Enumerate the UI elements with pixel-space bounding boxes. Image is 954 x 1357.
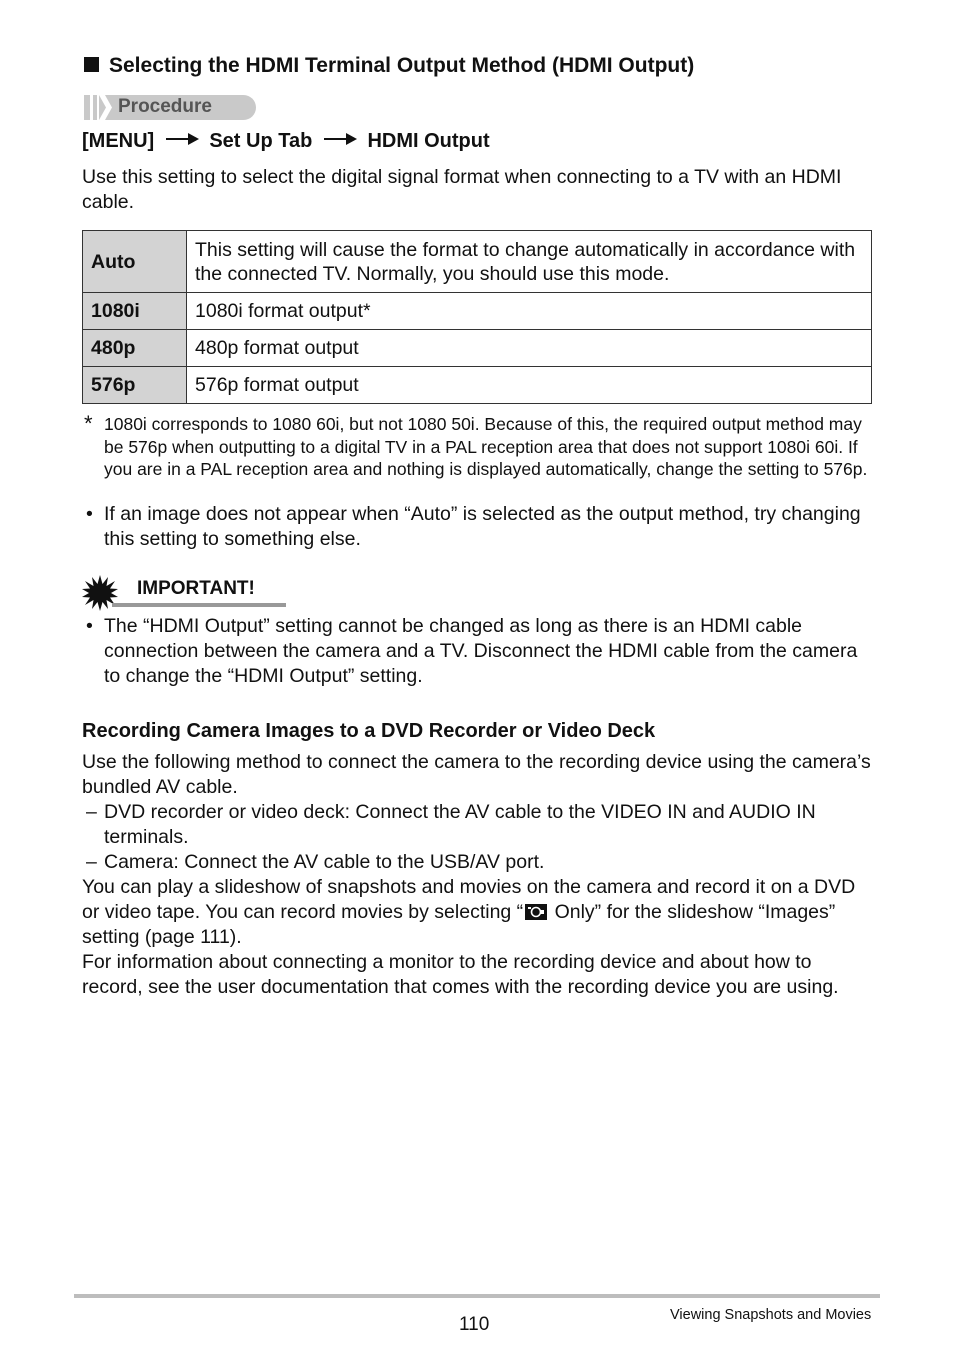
- slideshow-text-before: You can play a slideshow of snapshots and movies on the camera and record it on a DVD or video tape. You can record movies by selecting “: [82, 876, 856, 923]
- footer-rule: [74, 1294, 880, 1298]
- list-item: [84, 800, 872, 850]
- menu-path-step: Set Up Tab: [209, 130, 313, 152]
- bullet-marker: •: [86, 615, 93, 637]
- table-row: [83, 367, 872, 404]
- menu-path-step: HDMI Output: [367, 130, 490, 152]
- option-description: 1080i format output*: [187, 293, 872, 330]
- option-key: 576p: [83, 367, 187, 404]
- dash-marker: –: [86, 801, 97, 823]
- section-title: [84, 54, 694, 78]
- option-description: This setting will cause the format to change automatically in accordance with the connected TV. Normally, you should use this mode.: [187, 231, 872, 293]
- option-description: 480p format output: [187, 330, 872, 367]
- procedure-label: Procedure: [118, 96, 212, 117]
- dash-text: Camera: Connect the AV cable to the USB/AV port.: [104, 851, 545, 873]
- option-key: 1080i: [83, 293, 187, 330]
- footnote-marker: *: [84, 411, 93, 436]
- bullet-marker: •: [86, 503, 93, 525]
- table-row: [83, 330, 872, 367]
- list-item: [84, 502, 872, 552]
- table-row: [83, 293, 872, 330]
- hdmi-options-table: [82, 230, 872, 404]
- important-callout: [82, 575, 286, 609]
- option-description: 576p format output: [187, 367, 872, 404]
- right-arrow-icon: [322, 132, 358, 146]
- slideshow-paragraph: [82, 875, 872, 950]
- menu-path-step: [MENU]: [82, 130, 155, 152]
- table-row: [83, 231, 872, 293]
- recording-intro: Use the following method to connect the camera to the recording device using the camera’s bundled AV cable.: [82, 751, 871, 798]
- page-number: 110: [459, 1314, 490, 1335]
- black-square-icon: [84, 57, 99, 72]
- bullet-text: If an image does not appear when “Auto” is selected as the output method, try changing this setting to something else.: [104, 503, 861, 550]
- recording-heading: Recording Camera Images to a DVD Recorder or Video Deck: [82, 720, 656, 742]
- list-item: [84, 850, 872, 875]
- intro-paragraph: Use this setting to select the digital signal format when connecting to a TV with an HDMI cable.: [82, 166, 842, 213]
- right-arrow-icon: [164, 132, 200, 146]
- option-key: Auto: [83, 231, 187, 293]
- bullet-text: The “HDMI Output” setting cannot be changed as long as there is an HDMI cable connection between the camera and a TV. Disconnect the HDMI cable from the camera to change the “HDMI Output” setting.: [104, 615, 858, 687]
- movie-icon: [525, 904, 547, 920]
- footer-section-title: Viewing Snapshots and Movies: [670, 1307, 872, 1323]
- list-item: [84, 614, 872, 689]
- dash-marker: –: [86, 851, 97, 873]
- menu-path: [82, 130, 490, 153]
- section-title-text: Selecting the HDMI Terminal Output Method (HDMI Output): [109, 54, 695, 77]
- slideshow-text-after: Only” for the slideshow “Images” setting (page 111).: [82, 901, 836, 948]
- procedure-chevron-icon: [99, 95, 113, 120]
- important-label: IMPORTANT!: [137, 578, 255, 599]
- procedure-tab: [84, 95, 256, 120]
- footnote: [84, 413, 874, 481]
- dash-text: DVD recorder or video deck: Connect the AV cable to the VIDEO IN and AUDIO IN terminals.: [104, 801, 816, 848]
- monitor-info-paragraph: For information about connecting a monitor to the recording device and about how to record, see the user documentation that comes with the recording device you are using.: [82, 951, 839, 998]
- option-key: 480p: [83, 330, 187, 367]
- footnote-text: 1080i corresponds to 1080 60i, but not 1080 50i. Because of this, the required output method may be 576p when outputting to a digital TV in a PAL reception area that does not support 1080i 60i. If you are in a PAL reception area and nothing is displayed automatically, change the setting to 576p.: [104, 414, 868, 479]
